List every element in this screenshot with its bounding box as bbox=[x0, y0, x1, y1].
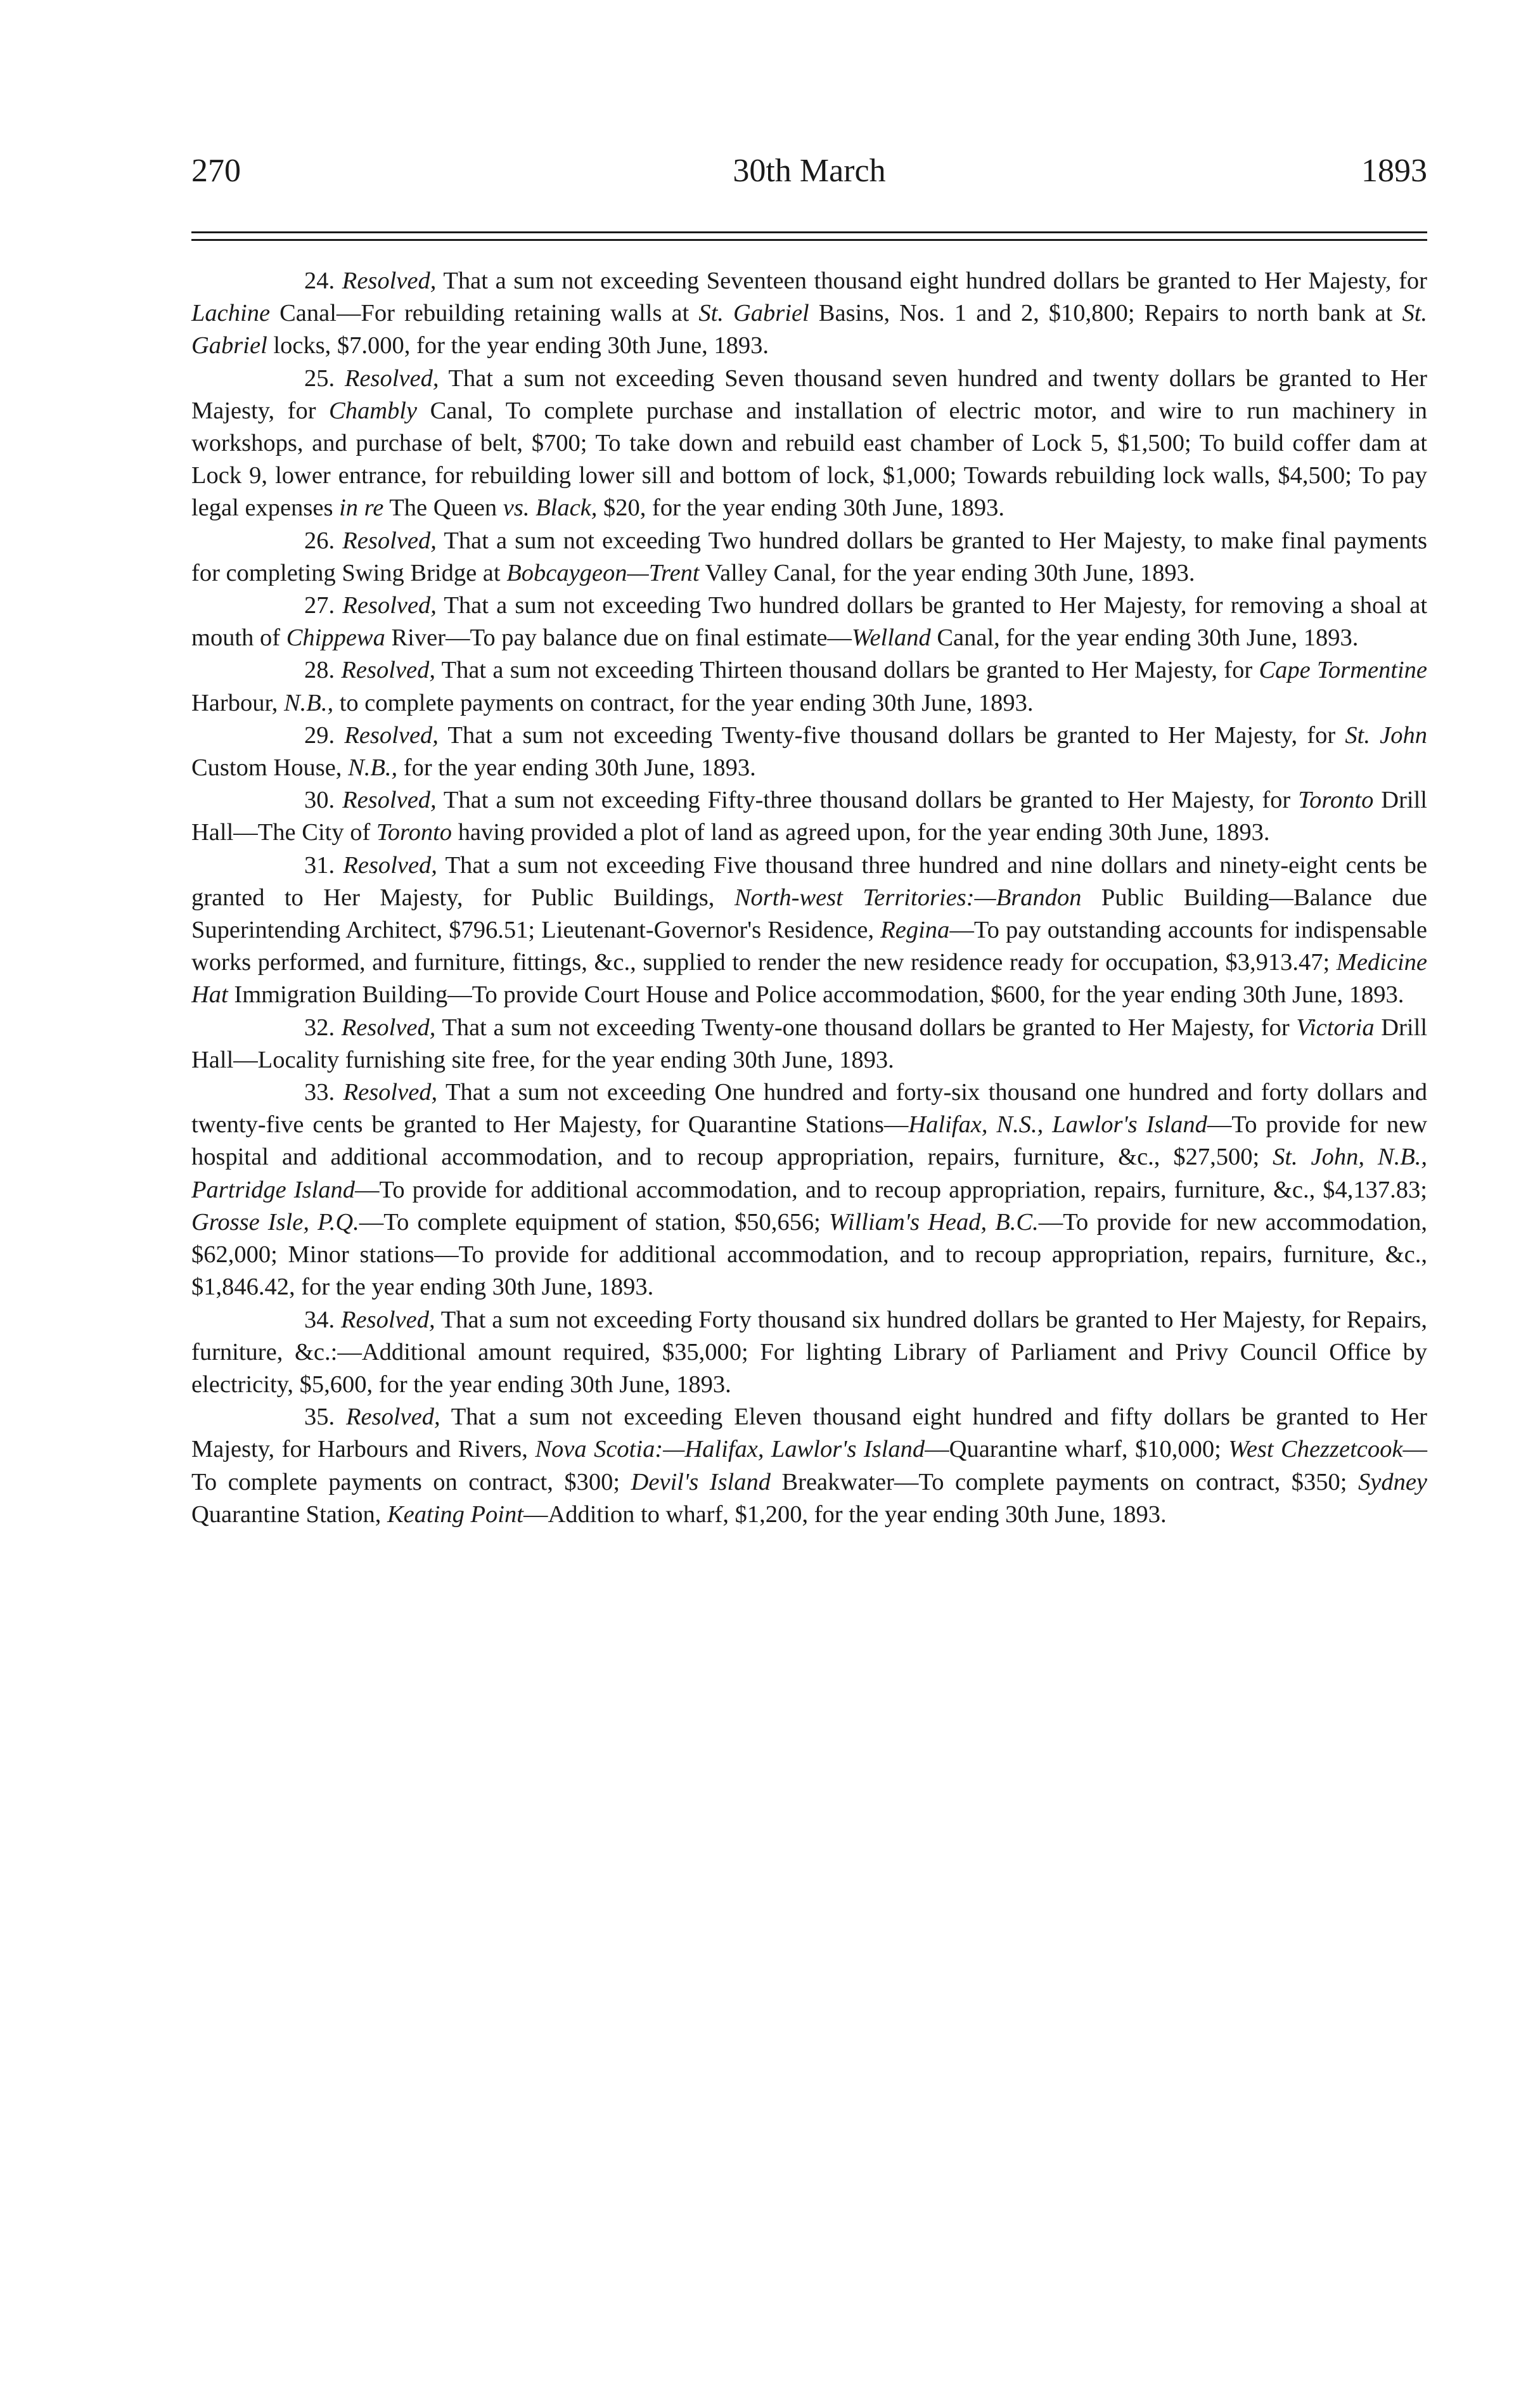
text-segment: That a sum not exceeding Two hundred dollars be granted to Her Majesty, to make final payments for completing Swing Bridge at bbox=[191, 527, 1427, 586]
resolution-paragraph bbox=[191, 720, 1427, 784]
italic-text: Resolved, bbox=[344, 365, 439, 392]
italic-text: St. John, N.B., Partridge Island bbox=[191, 1144, 1427, 1203]
resolutions-body bbox=[191, 265, 1427, 1531]
italic-text: Bobcaygeon—Trent bbox=[506, 559, 700, 586]
italic-text: St. John bbox=[1345, 721, 1428, 749]
text-segment: having provided a plot of land as agreed upon, for the year ending 30th June, 1893. bbox=[452, 819, 1270, 846]
resolution-paragraph bbox=[191, 525, 1427, 590]
resolution-paragraph bbox=[191, 1304, 1427, 1402]
text-segment: Canal, To complete purchase and installation of electric motor, and wire to run machinery in workshops, and purchase of belt, $700; To take down and rebuild east chamber of Lock 5, $1,500; To build coffer dam at Lock 9, lower entrance, for rebuilding lower sill and bottom of lock, $1,000; Towards rebuilding lock walls, $4,500; To pay legal expenses bbox=[191, 397, 1427, 522]
text-segment: That a sum not exceeding Seventeen thousand eight hundred dollars be granted to Her Majesty, for bbox=[436, 268, 1428, 294]
header-rule-top bbox=[191, 231, 1427, 233]
italic-text: vs. Black, bbox=[503, 494, 598, 522]
text-segment: That a sum not exceeding Two hundred dollars be granted to Her Majesty, for removing a shoal at mouth of bbox=[191, 592, 1428, 652]
italic-text: Resolved, bbox=[342, 268, 437, 294]
resolution-paragraph bbox=[191, 1401, 1427, 1531]
text-segment: Custom House, bbox=[191, 754, 349, 782]
text-segment: River—To pay balance due on final estimate— bbox=[385, 624, 852, 652]
resolution-number: 27. bbox=[304, 592, 335, 619]
italic-text: Lachine bbox=[191, 300, 271, 327]
text-segment: Breakwater—To complete payments on contract, $350; bbox=[770, 1468, 1358, 1495]
italic-text: Resolved, bbox=[341, 1014, 436, 1041]
italic-text: Victoria bbox=[1296, 1014, 1375, 1041]
text-segment: —Addition to wharf, $1,200, for the year ending 30th June, 1893. bbox=[523, 1501, 1167, 1528]
italic-text: North-west Territories:—Brandon bbox=[734, 884, 1082, 911]
italic-text: Chambly bbox=[329, 397, 418, 424]
text-segment: That a sum not exceeding Thirteen thousand dollars be granted to Her Majesty, for bbox=[435, 657, 1259, 684]
italic-text: Resolved, bbox=[342, 787, 437, 814]
italic-text: Regina bbox=[880, 917, 950, 944]
text-segment: Drill Hall—The City of bbox=[191, 787, 1428, 846]
resolution-number: 24. bbox=[304, 268, 335, 294]
text-segment: —Quarantine wharf, $10,000; bbox=[925, 1436, 1229, 1463]
text-segment: That a sum not exceeding Fifty-three thousand dollars be granted to Her Majesty, for bbox=[436, 787, 1299, 814]
text-segment: That a sum not exceeding Twenty-five thousand dollars be granted to Her Majesty, for bbox=[438, 721, 1345, 749]
text-segment: for the year ending 30th June, 1893. bbox=[397, 754, 756, 782]
text-segment: That a sum not exceeding Forty thousand six hundred dollars be granted to Her Majesty, for Repairs, furniture, &c.:—Additional amount required, $35,000; For lighting Library of Parliament and Privy Council Office by electricity, $5,600, for the year ending 30th June, 1893. bbox=[191, 1306, 1427, 1398]
italic-text: Nova Scotia:—Halifax, Lawlor's Island bbox=[535, 1436, 925, 1463]
italic-text: Welland bbox=[851, 624, 931, 652]
italic-text: Chippewa bbox=[286, 624, 385, 652]
resolution-paragraph bbox=[191, 1012, 1427, 1076]
italic-text: Resolved, bbox=[342, 592, 437, 619]
text-segment: That a sum not exceeding Twenty-one thousand dollars be granted to Her Majesty, for bbox=[435, 1014, 1297, 1041]
italic-text: Sydney bbox=[1357, 1468, 1427, 1495]
resolution-number: 28. bbox=[304, 657, 335, 684]
resolution-number: 34. bbox=[304, 1306, 335, 1333]
resolution-number: 31. bbox=[304, 851, 335, 879]
resolution-paragraph bbox=[191, 265, 1427, 363]
resolution-paragraph bbox=[191, 1076, 1427, 1303]
text-segment: $20, for the year ending 30th June, 1893. bbox=[597, 494, 1004, 522]
italic-text: Toronto bbox=[1298, 787, 1374, 814]
italic-text: N.B., bbox=[284, 689, 334, 716]
text-segment: Canal, for the year ending 30th June, 1893. bbox=[930, 624, 1359, 652]
text-segment: Canal—For rebuilding retaining walls at bbox=[270, 300, 699, 327]
italic-text: West Chezzetcook bbox=[1228, 1436, 1403, 1463]
resolution-number: 32. bbox=[304, 1014, 335, 1041]
italic-text: Toronto bbox=[376, 819, 452, 846]
italic-text: Cape Tormentine bbox=[1259, 657, 1428, 684]
text-segment: Public Building—Balance due Superintending Architect, $796.51; Lieutenant-Governor's Residence, bbox=[191, 884, 1427, 944]
text-segment: Harbour, bbox=[191, 689, 284, 716]
italic-text: Resolved, bbox=[346, 1404, 440, 1431]
resolution-number: 29. bbox=[304, 721, 335, 749]
text-segment: —To provide for new hospital and additional accommodation, and to recoup appropriation, repairs, furniture, &c., $27,500; bbox=[191, 1111, 1427, 1171]
header-rule-bottom bbox=[191, 239, 1427, 241]
text-segment: That a sum not exceeding Eleven thousand eight hundred and fifty dollars be granted to Her Majesty, for Harbours and Rivers, bbox=[191, 1404, 1428, 1463]
text-segment: Valley Canal, for the year ending 30th June, 1893. bbox=[699, 559, 1195, 586]
text-segment: —To complete payments on contract, $300; bbox=[191, 1436, 1427, 1495]
italic-text: Devil's Island bbox=[631, 1468, 771, 1495]
italic-text: Halifax, N.S., Lawlor's Island bbox=[908, 1111, 1207, 1139]
italic-text: in re bbox=[339, 494, 384, 522]
text-segment: —To provide for new accommodation, $62,000; Minor stations—To provide for additional accommodation, and to recoup appropriation, repairs, furniture, &c., $1,846.42, for the year ending 30th June, 1893. bbox=[191, 1208, 1427, 1301]
journal-page bbox=[191, 127, 1428, 1528]
page-year: 1893 bbox=[1361, 153, 1427, 189]
text-segment: Basins, Nos. 1 and 2, $10,800; Repairs to north bank at bbox=[809, 300, 1402, 327]
text-segment: locks, $7.000, for the year ending 30th June, 1893. bbox=[267, 332, 769, 359]
italic-text: Resolved, bbox=[343, 851, 437, 879]
resolution-number: 33. bbox=[304, 1079, 335, 1106]
resolution-paragraph bbox=[191, 654, 1427, 719]
resolution-paragraph bbox=[191, 849, 1427, 1012]
text-segment: Drill Hall—Locality furnishing site free, for the year ending 30th June, 1893. bbox=[191, 1014, 1428, 1073]
italic-text: Grosse Isle, P.Q. bbox=[191, 1208, 359, 1236]
resolution-paragraph bbox=[191, 590, 1427, 654]
italic-text: Resolved, bbox=[343, 1079, 438, 1106]
text-segment: That a sum not exceeding Seven thousand seven hundred and twenty dollars be granted to Her Majesty, for bbox=[191, 365, 1427, 424]
italic-text: Resolved, bbox=[342, 527, 437, 554]
text-segment: The Queen bbox=[383, 494, 503, 522]
italic-text: Resolved, bbox=[341, 657, 435, 684]
text-segment: —To pay outstanding accounts for indispensable works performed, and furniture, fittings, &c., supplied to render the new residence ready for occupation, $3,913.47; bbox=[191, 917, 1428, 976]
italic-text: Resolved, bbox=[341, 1306, 435, 1333]
resolution-number: 30. bbox=[304, 787, 335, 814]
text-segment: Quarantine Station, bbox=[191, 1501, 387, 1528]
running-header bbox=[191, 127, 1427, 203]
text-segment: That a sum not exceeding One hundred and forty-six thousand one hundred and forty dollars and twenty-five cents be granted to Her Majesty, for Quarantine Stations— bbox=[191, 1079, 1427, 1139]
page-number: 270 bbox=[191, 153, 241, 189]
page-date: 30th March bbox=[733, 153, 886, 189]
italic-text: Keating Point bbox=[387, 1501, 523, 1528]
resolution-paragraph bbox=[191, 363, 1427, 525]
resolution-number: 25. bbox=[304, 365, 335, 392]
text-segment: —To provide for additional accommodation, and to recoup appropriation, repairs, furniture, &c., $4,137.83; bbox=[355, 1176, 1428, 1203]
resolution-number: 26. bbox=[304, 527, 335, 554]
italic-text: Medicine Hat bbox=[191, 949, 1427, 1009]
text-segment: —To complete equipment of station, $50,656; bbox=[359, 1208, 829, 1236]
italic-text: St. Gabriel bbox=[698, 300, 809, 327]
resolution-paragraph bbox=[191, 784, 1427, 849]
resolution-number: 35. bbox=[304, 1404, 335, 1431]
italic-text: Resolved, bbox=[344, 721, 439, 749]
text-segment: to complete payments on contract, for the year ending 30th June, 1893. bbox=[333, 689, 1034, 716]
text-segment: That a sum not exceeding Five thousand three hundred and nine dollars and ninety-eight cents be granted to Her Majesty, for Public Buildings, bbox=[191, 851, 1427, 911]
italic-text: N.B., bbox=[348, 754, 398, 782]
italic-text: St. Gabriel bbox=[191, 300, 1428, 359]
italic-text: William's Head, B.C. bbox=[828, 1208, 1039, 1236]
text-segment: Immigration Building—To provide Court House and Police accommodation, $600, for the year ending 30th June, 1893. bbox=[228, 981, 1404, 1009]
